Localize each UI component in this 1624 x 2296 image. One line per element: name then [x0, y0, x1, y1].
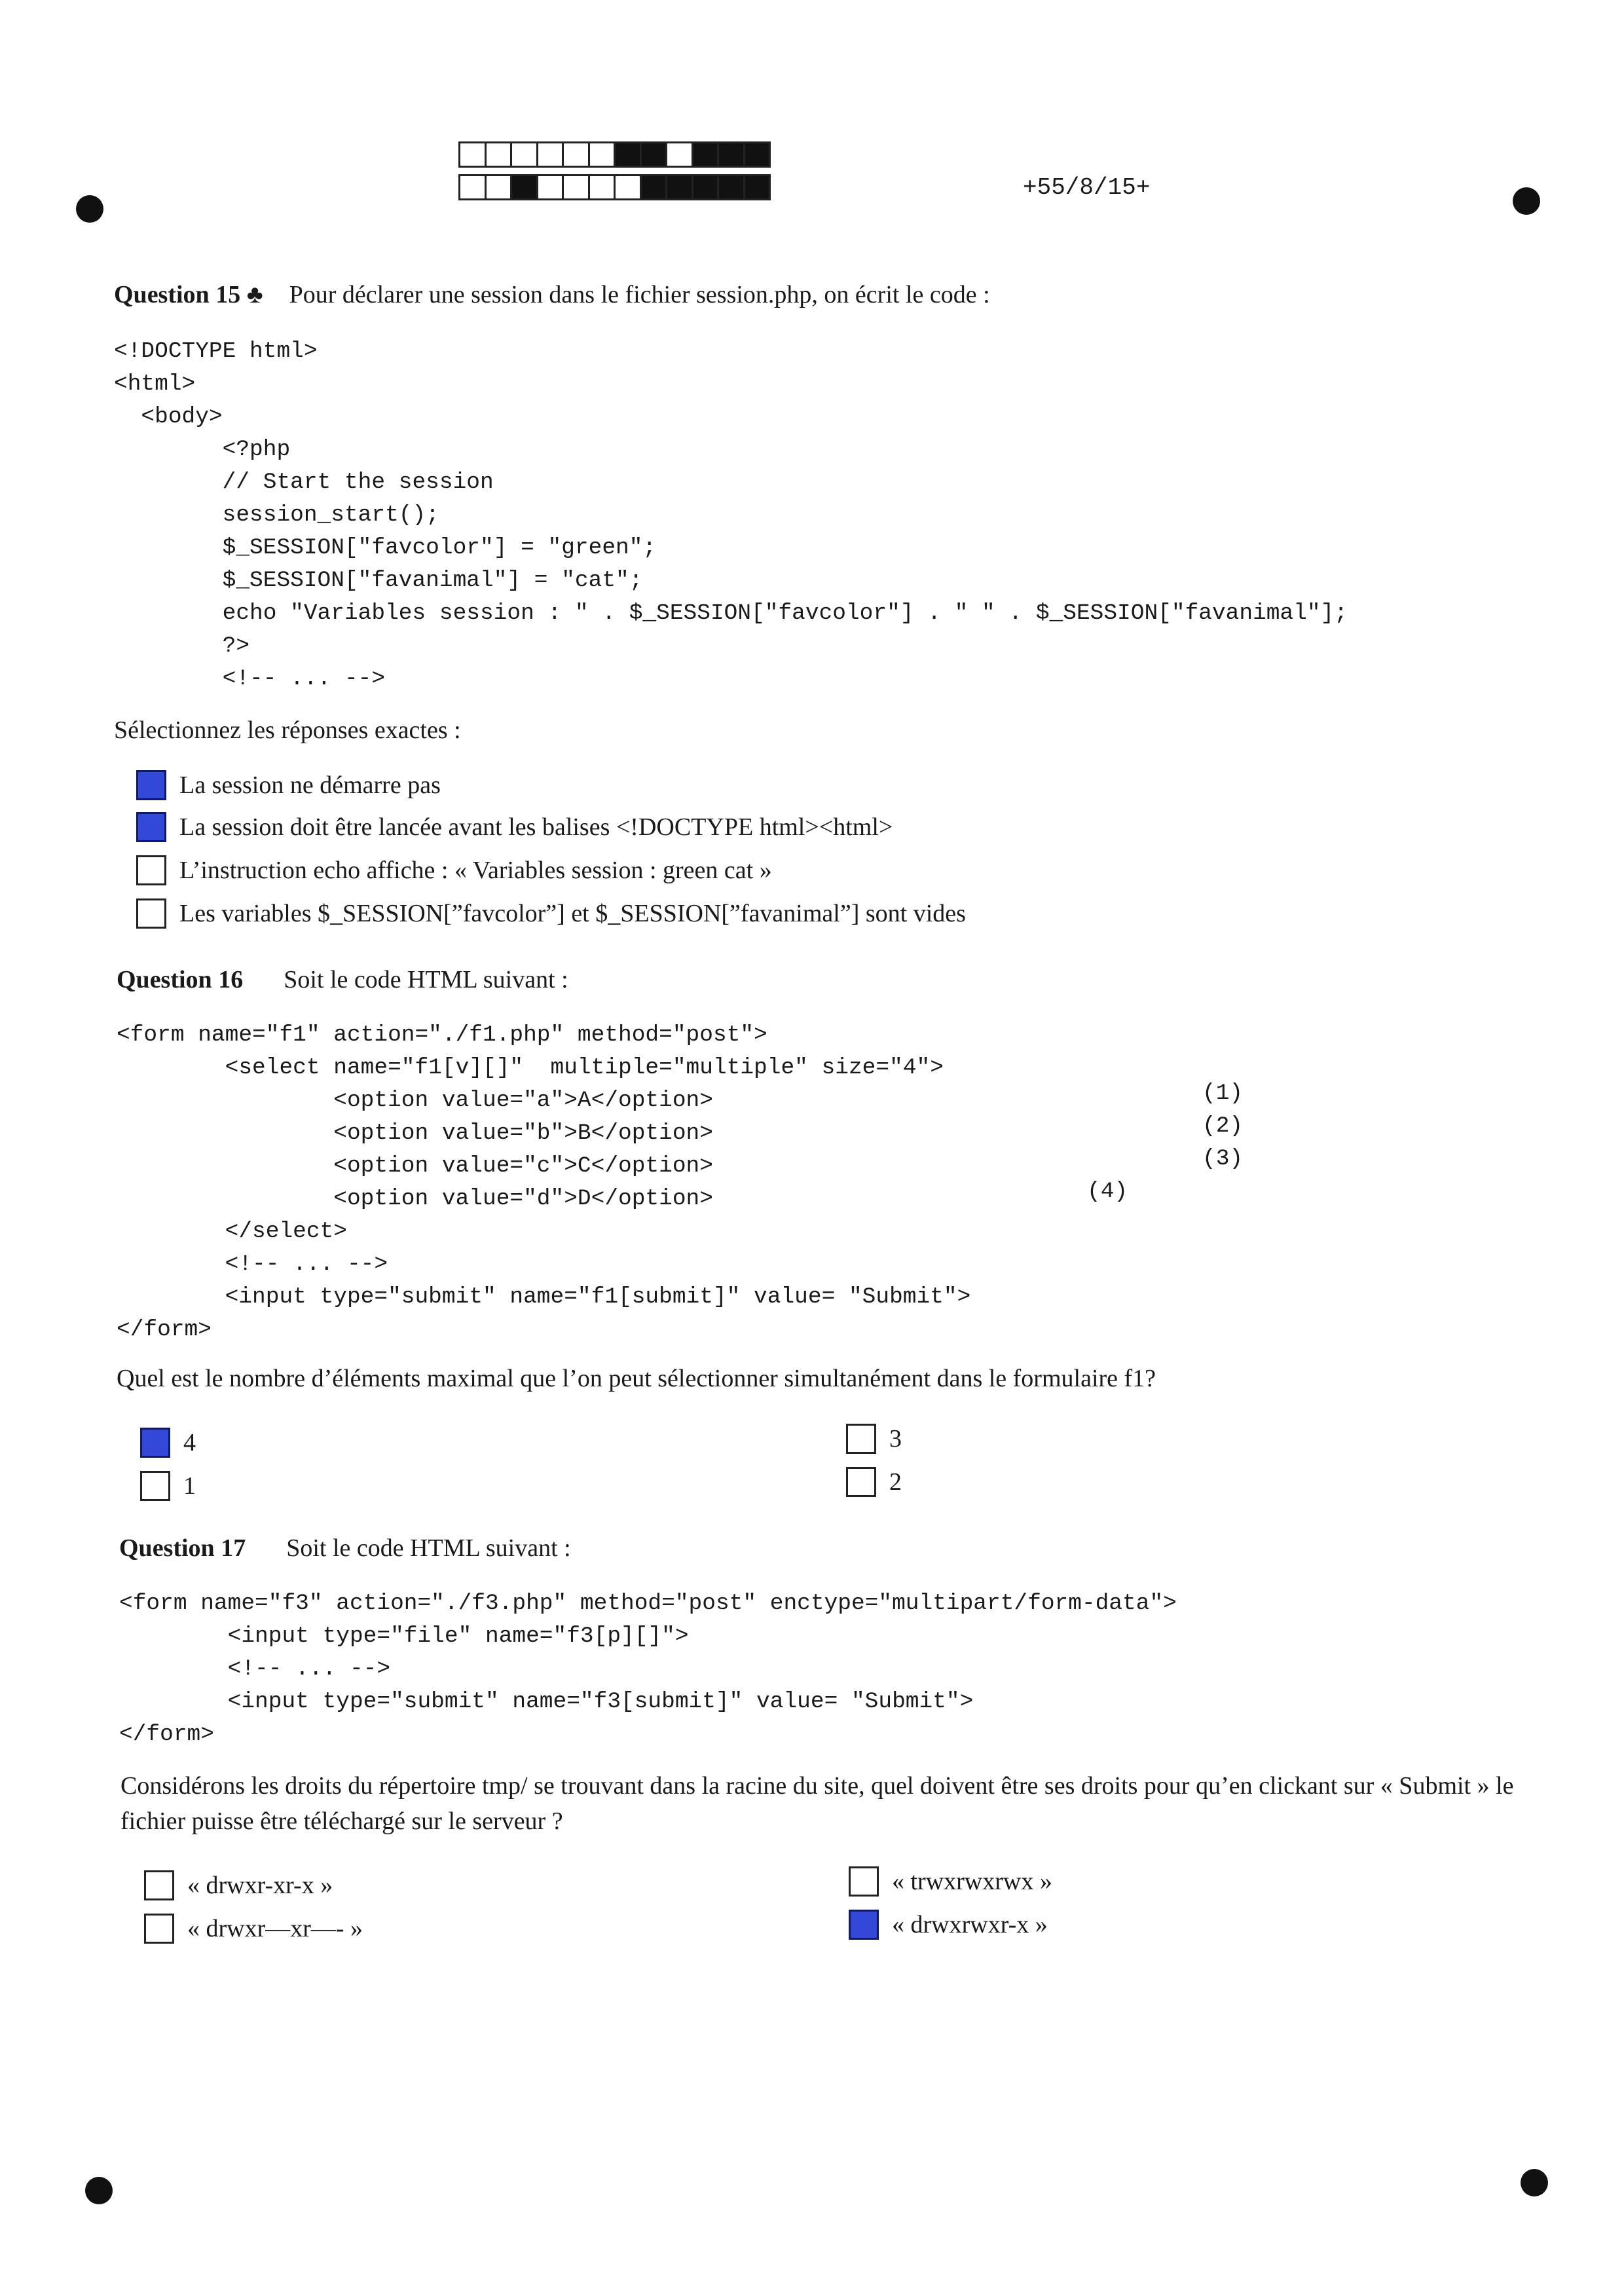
- barcode-cell: [458, 174, 487, 200]
- barcode-cell: [458, 141, 487, 168]
- q15-answer-4[interactable]: [136, 898, 966, 929]
- q16-answer-3[interactable]: [846, 1424, 902, 1454]
- answer-label: 4: [183, 1429, 196, 1456]
- barcode-row-1: [458, 141, 769, 168]
- q16-answer-4[interactable]: [140, 1428, 196, 1458]
- question-number: Question 17: [119, 1534, 246, 1562]
- q17-answer-1[interactable]: [144, 1870, 333, 1900]
- checkbox[interactable]: [849, 1910, 879, 1940]
- barcode-cell: [665, 174, 693, 200]
- checkbox[interactable]: [136, 770, 166, 800]
- question-15-prompt: Sélectionnez les réponses exactes :: [114, 716, 461, 744]
- q16-answer-1[interactable]: [140, 1471, 196, 1501]
- checkbox[interactable]: [849, 1866, 879, 1897]
- answer-label: « drwxr-xr-x »: [187, 1872, 333, 1899]
- barcode-cell: [614, 174, 642, 200]
- registration-mark-bottom-right: [1521, 2169, 1548, 2196]
- code-marker-4: (4): [1087, 1179, 1128, 1204]
- code-block-q15: <!DOCTYPE html> <html> <body> <?php // Start the session session_start(); $_SESSION["favcolor"] = "green"; $_SESSION["favanimal"] = "cat"; echo "Variables session : " . $_SESSION["favcolor"] . " " . $_SESSION["favanimal"]; ?> <!-- ... -->: [114, 339, 1348, 692]
- barcode-cell: [640, 141, 668, 168]
- barcode-cell: [717, 174, 745, 200]
- barcode-row-2: [458, 174, 769, 200]
- page-id: +55/8/15+: [1023, 174, 1151, 201]
- answer-label: 1: [183, 1472, 196, 1500]
- question-number: Question 15 ♣: [114, 281, 263, 308]
- q15-answer-3[interactable]: [136, 855, 772, 885]
- answer-label: La session doit être lancée avant les balises <!DOCTYPE html><html>: [179, 813, 893, 841]
- checkbox[interactable]: [140, 1428, 170, 1458]
- answer-label: « drwxr—xr—- »: [187, 1915, 363, 1942]
- code-marker-3: (3): [1202, 1146, 1244, 1172]
- answer-label: Les variables $_SESSION[”favcolor”] et $_SESSION[”favanimal”] sont vides: [179, 900, 966, 927]
- code-marker-2: (2): [1202, 1113, 1244, 1139]
- question-number: Question 16: [117, 966, 244, 993]
- checkbox[interactable]: [846, 1424, 876, 1454]
- barcode-cell: [717, 141, 745, 168]
- barcode-cell: [536, 141, 564, 168]
- registration-mark-top-left: [76, 195, 103, 223]
- answer-label: « drwxrwxr-x »: [892, 1911, 1048, 1938]
- q15-answer-1[interactable]: [136, 770, 441, 800]
- barcode-cell: [692, 141, 720, 168]
- barcode-cell: [588, 141, 616, 168]
- checkbox[interactable]: [136, 898, 166, 929]
- q16-answer-2[interactable]: [846, 1467, 902, 1497]
- barcode-cell: [743, 174, 771, 200]
- code-block-q16: <form name="f1" action="./f1.php" method="post"> <select name="f1[v][]" multiple="multiple" size="4"> <option value="a">A</option> <option value="b">B</option> <option value="c">C</option> <option value="d">D</option> </select> <!-- ... --> <input type="submit" name="f1[submit]" value= "Submit"> </form>: [117, 1022, 971, 1342]
- answer-label: « trwxrwxrwx »: [892, 1868, 1052, 1895]
- question-text: Soit le code HTML suivant :: [284, 966, 568, 993]
- barcode-cell: [588, 174, 616, 200]
- answer-label: 2: [889, 1468, 902, 1496]
- question-text: Soit le code HTML suivant :: [286, 1534, 571, 1562]
- answer-label: L’instruction echo affiche : « Variables session : green cat »: [179, 857, 772, 884]
- question-17-prompt: Considérons les droits du répertoire tmp/ se trouvant dans la racine du site, quel doivent être ses droits pour qu’en clickant sur « Submit » le fichier puisse être téléchargé sur le serveur ?: [120, 1772, 1514, 1835]
- barcode-cell: [692, 174, 720, 200]
- question-17-header: [119, 1534, 571, 1563]
- question-15-header: [114, 280, 990, 309]
- barcode-cell: [510, 141, 538, 168]
- checkbox[interactable]: [136, 812, 166, 842]
- barcode-cell: [536, 174, 564, 200]
- checkbox[interactable]: [846, 1467, 876, 1497]
- q17-answer-2[interactable]: [144, 1914, 363, 1944]
- barcode-cell: [562, 174, 590, 200]
- checkbox[interactable]: [144, 1870, 174, 1900]
- q17-answer-4[interactable]: [849, 1910, 1048, 1940]
- barcode-cell: [485, 141, 513, 168]
- registration-mark-bottom-left: [85, 2177, 113, 2204]
- checkbox[interactable]: [136, 855, 166, 885]
- checkbox[interactable]: [144, 1914, 174, 1944]
- barcode-cell: [640, 174, 668, 200]
- registration-mark-top-right: [1513, 187, 1540, 215]
- barcode-cell: [743, 141, 771, 168]
- answer-label: La session ne démarre pas: [179, 771, 441, 799]
- barcode-cell: [510, 174, 538, 200]
- question-16-prompt: Quel est le nombre d’éléments maximal que l’on peut sélectionner simultanément dans le formulaire f1?: [117, 1365, 1156, 1392]
- q15-answer-2[interactable]: [136, 812, 893, 842]
- answer-label: 3: [889, 1425, 902, 1453]
- question-16-header: [117, 965, 568, 994]
- barcode-cell: [562, 141, 590, 168]
- question-text: Pour déclarer une session dans le fichier session.php, on écrit le code :: [289, 281, 990, 308]
- code-marker-1: (1): [1202, 1081, 1244, 1106]
- barcode-cell: [485, 174, 513, 200]
- barcode-cell: [614, 141, 642, 168]
- code-block-q17: <form name="f3" action="./f3.php" method="post" enctype="multipart/form-data"> <input type="file" name="f3[p][]"> <!-- ... --> <input type="submit" name="f3[submit]" value= "Submit"> </form>: [119, 1591, 1177, 1747]
- barcode-cell: [665, 141, 693, 168]
- checkbox[interactable]: [140, 1471, 170, 1501]
- q17-answer-3[interactable]: [849, 1866, 1052, 1897]
